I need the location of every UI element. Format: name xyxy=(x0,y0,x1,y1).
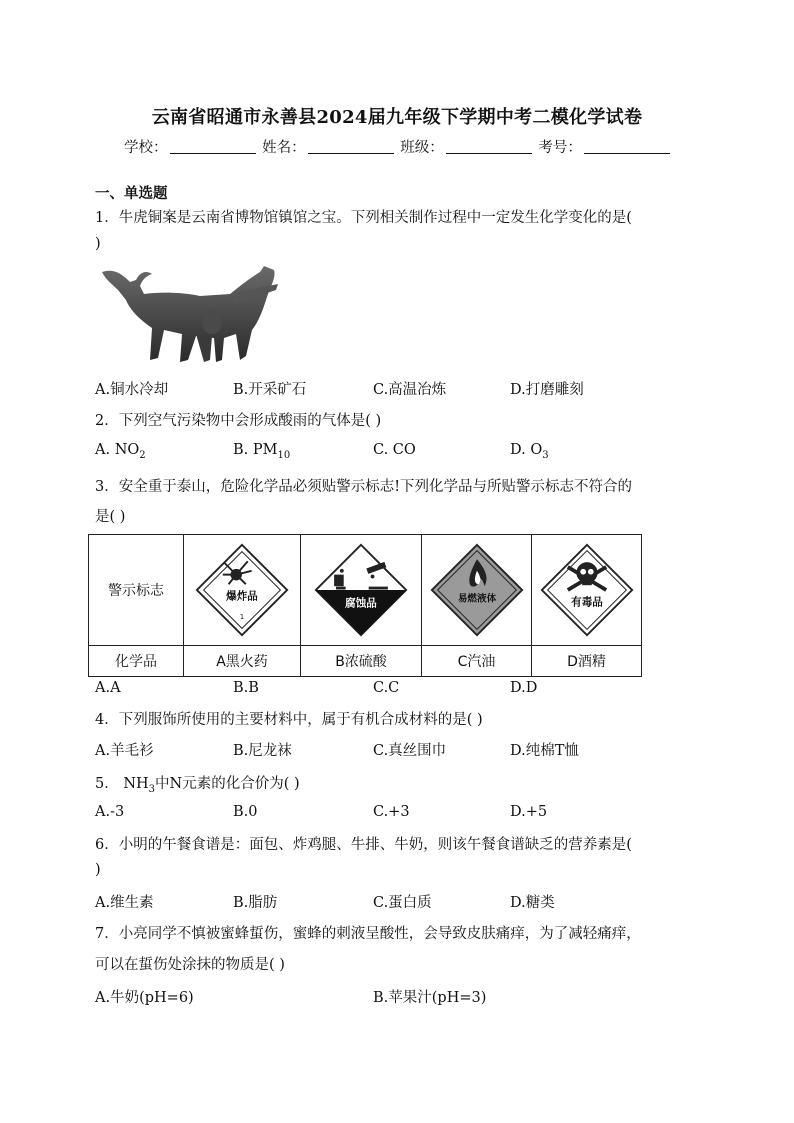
q3-option-c[interactable]: C.C xyxy=(373,680,400,696)
number-blank[interactable] xyxy=(584,139,670,154)
question-3-text-cont: 是( ) xyxy=(95,509,126,525)
q5-option-c[interactable]: C.+3 xyxy=(373,804,410,820)
skull-sign-icon xyxy=(539,542,635,638)
q3-option-a[interactable]: A.A xyxy=(95,680,121,696)
q1-option-c[interactable]: C.高温冶炼 xyxy=(373,382,447,398)
q1-option-b[interactable]: B.开采矿石 xyxy=(233,382,307,398)
q2-option-a-label: A. NO xyxy=(95,442,140,458)
q6-option-c[interactable]: C.蛋白质 xyxy=(373,895,432,911)
name-blank[interactable] xyxy=(308,139,394,154)
q4-option-c[interactable]: C.真丝围巾 xyxy=(373,743,447,759)
sign-corrosive-cell xyxy=(301,535,422,646)
q2-option-a[interactable] xyxy=(95,442,146,461)
q4-option-b[interactable]: B.尼龙袜 xyxy=(233,743,292,759)
explosive-sign-icon xyxy=(194,542,290,638)
student-info-line xyxy=(124,136,672,157)
q2-option-d[interactable] xyxy=(510,442,549,461)
question-1-text: 1．牛虎铜案是云南省博物馆镇馆之宝。下列相关制作过程中一定发生化学变化的是( xyxy=(95,210,632,226)
chemical-b: B浓硫酸 xyxy=(301,646,422,677)
q2-option-a-sub: 2 xyxy=(139,449,146,461)
q2-option-b[interactable] xyxy=(233,442,291,461)
q2-option-c-label: C. CO xyxy=(373,442,416,458)
q2-option-b-sub: 10 xyxy=(277,449,291,461)
q1-option-d[interactable]: D.打磨雕刻 xyxy=(510,382,584,398)
q6-option-b[interactable]: B.脂肪 xyxy=(233,895,278,911)
sign-flammable-cell xyxy=(422,535,532,646)
q5-option-b[interactable]: B.0 xyxy=(233,804,258,820)
q3-option-d[interactable]: D.D xyxy=(510,680,538,696)
number-label: 考号： xyxy=(538,140,582,156)
sign-explosive-number: 1 xyxy=(239,612,245,621)
section-heading: 一、单选题 xyxy=(95,185,168,202)
chemical-c: C汽油 xyxy=(422,646,532,677)
sign-explosive-cell xyxy=(184,535,301,646)
q2-option-c[interactable] xyxy=(373,442,416,458)
question-7-text: 7．小亮同学不慎被蜜蜂蜇伤，蜜蜂的刺液呈酸性，会导致皮肤痛痒，为了减轻痛痒， xyxy=(95,926,641,942)
q7-option-b[interactable]: B.苹果汁(pH=3) xyxy=(373,990,487,1006)
page-title: 云南省昭通市永善县2024届九年级下学期中考二模化学试卷 xyxy=(151,107,643,128)
question-4-text: 4．下列服饰所使用的主要材料中，属于有机合成材料的是( ) xyxy=(95,712,483,728)
flame-sign-icon xyxy=(429,542,525,638)
chemical-a: A黑火药 xyxy=(184,646,301,677)
name-label: 姓名： xyxy=(262,140,306,156)
warning-sign-table xyxy=(88,534,642,677)
q4-option-a[interactable]: A.羊毛衫 xyxy=(95,743,154,759)
class-label: 班级： xyxy=(400,140,444,156)
q6-option-d[interactable]: D.糖类 xyxy=(510,895,555,911)
q4-option-d[interactable]: D.纯棉T恤 xyxy=(510,743,579,759)
q1-option-a[interactable]: A.铜水冷却 xyxy=(95,382,169,398)
sign-toxic-label: 有毒品 xyxy=(570,596,603,609)
chemical-row-header: 化学品 xyxy=(89,646,184,677)
sign-corrosive-label: 腐蚀品 xyxy=(345,597,377,610)
question-2-text: 2．下列空气污染物中会形成酸雨的气体是( ) xyxy=(95,413,382,429)
bronze-ox-image xyxy=(100,264,280,366)
q7-option-a[interactable]: A.牛奶(pH=6) xyxy=(95,990,194,1006)
q5-prefix: 5． NH xyxy=(95,776,149,792)
school-label: 学校： xyxy=(124,140,168,156)
q5-option-d[interactable]: D.+5 xyxy=(510,804,548,820)
question-1-text-cont: ) xyxy=(95,236,101,252)
question-7-text-cont: 可以在蜇伤处涂抹的物质是( ) xyxy=(95,957,285,973)
chemical-d: D酒精 xyxy=(532,646,642,677)
q5-suffix: 中N元素的化合价为( ) xyxy=(155,776,300,792)
q6-option-a[interactable]: A.维生素 xyxy=(95,895,154,911)
corrosive-sign-icon xyxy=(313,542,409,638)
sign-toxic-cell xyxy=(532,535,642,646)
class-blank[interactable] xyxy=(446,139,532,154)
q5-option-a[interactable]: A.-3 xyxy=(95,804,125,820)
q3-option-b[interactable]: B.B xyxy=(233,680,259,696)
sign-explosive-label: 爆炸品 xyxy=(226,590,258,603)
school-blank[interactable] xyxy=(170,139,256,154)
question-6-text: 6．小明的午餐食谱是：面包、炸鸡腿、牛排、牛奶，则该午餐食谱缺乏的营养素是( xyxy=(95,837,632,853)
question-3-text: 3．安全重于泰山，危险化学品必须贴警示标志!下列化学品与所贴警示标志不符合的 xyxy=(95,479,633,495)
q5-sub: 3 xyxy=(148,783,156,795)
q2-option-b-label: B. PM xyxy=(233,442,278,458)
question-5-text xyxy=(95,772,300,793)
sign-flammable-label: 易燃液体 xyxy=(457,593,496,605)
sign-row-header: 警示标志 xyxy=(89,535,184,646)
q2-option-d-label: D. O xyxy=(510,442,543,458)
q2-option-d-sub: 3 xyxy=(542,449,549,461)
question-6-text-cont: ) xyxy=(95,862,101,878)
